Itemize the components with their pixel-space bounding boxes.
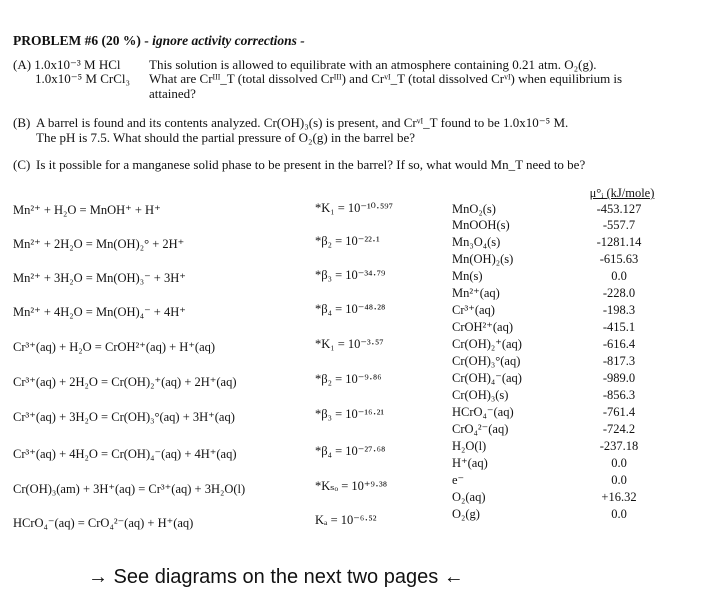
reaction-k: *β₄ = 10⁻²⁷·⁶⁸ [315, 444, 386, 458]
reaction-k: *β₃ = 10⁻³⁴·⁷⁹ [315, 268, 386, 282]
part-a-line-1: This solution is allowed to equilibrate with an atmosphere containing 0.21 atm. O₂(g). [149, 57, 597, 72]
thermo-value: -615.63 [599, 252, 639, 266]
problem-title-note: ignore activity corrections - [152, 33, 305, 48]
thermo-value: 0.0 [611, 456, 627, 470]
thermo-species: Cr(OH)₂⁺(aq) [452, 337, 522, 351]
reaction-eq: Cr³⁺(aq) + H₂O = CrOH²⁺(aq) + H⁺(aq) [13, 340, 216, 354]
thermo-value: -989.0 [602, 371, 636, 385]
thermo-value: -856.3 [602, 388, 636, 402]
thermo-value: 0.0 [611, 473, 627, 487]
thermo-species: Mn(s) [452, 269, 483, 283]
part-b-line-1: A barrel is found and its contents analyzed. Cr(OH)₃(s) is present, and Crᵛᴵ_T found to be 1.0x10⁻⁵ M. [36, 115, 569, 130]
thermo-species: Mn₃O₄(s) [452, 235, 501, 249]
part-a-line-3: attained? [149, 86, 196, 101]
reaction-eq: Mn²⁺ + H₂O = MnOH⁺ + H⁺ [13, 203, 161, 217]
thermo-value: -616.4 [602, 337, 636, 351]
thermo-species: Mn²⁺(aq) [452, 286, 500, 300]
thermo-species: Cr(OH)₃°(aq) [452, 354, 521, 368]
thermo-species: MnO₂(s) [452, 202, 496, 216]
reaction-k: *β₃ = 10⁻¹⁶·²¹ [315, 407, 385, 421]
reaction-k: *β₄ = 10⁻⁴⁸·²⁸ [315, 302, 386, 316]
thermo-header: μ°ᵢ (kJ/mole) [589, 186, 655, 200]
reaction-k: *β₂ = 10⁻²²·¹ [315, 234, 380, 248]
part-a-condition-1: 1.0x10⁻³ M HCl [34, 57, 121, 72]
problem-title-main: PROBLEM #6 (20 %) - [13, 33, 153, 48]
part-b-label: (B) [13, 115, 31, 130]
reaction-k: Kₐ = 10⁻⁶·⁵² [315, 513, 377, 527]
reaction-eq: Cr(OH)₃(am) + 3H⁺(aq) = Cr³⁺(aq) + 3H₂O(l) [13, 482, 246, 496]
thermo-species: MnOOH(s) [452, 218, 510, 232]
reaction-k: *K₁ = 10⁻³·⁵⁷ [315, 337, 384, 351]
part-c-line-1: Is it possible for a manganese solid phase to be present in the barrel? If so, what would Mn_T need to be? [36, 157, 586, 172]
thermo-species: O₂(aq) [452, 490, 486, 504]
part-a-letter: (A) [13, 57, 32, 72]
thermo-species: O₂(g) [452, 507, 480, 521]
thermo-species: CrOH²⁺(aq) [452, 320, 514, 334]
problem-title [13, 33, 305, 48]
reaction-eq: Mn²⁺ + 3H₂O = Mn(OH)₃⁻ + 3H⁺ [13, 271, 186, 285]
thermo-value: -557.7 [602, 218, 636, 232]
thermo-value: +16.32 [601, 490, 637, 504]
part-a-line-2: What are Crᴵᴵᴵ_T (total dissolved Crᴵᴵᴵ) and Crᵛᴵ_T (total dissolved Crᵛᴵ) when equilibrium is [149, 71, 623, 86]
thermo-species: H⁺(aq) [452, 456, 488, 470]
thermo-value: -415.1 [602, 320, 636, 334]
thermo-species: CrO₄²⁻(aq) [452, 422, 509, 436]
thermo-value: -453.127 [596, 202, 642, 216]
reaction-k: *β₂ = 10⁻⁹·⁸⁶ [315, 372, 382, 386]
thermo-value: -228.0 [602, 286, 636, 300]
thermo-species: HCrO₄⁻(aq) [452, 405, 514, 419]
reaction-eq: Mn²⁺ + 2H₂O = Mn(OH)₂° + 2H⁺ [13, 237, 185, 251]
thermo-value: -237.18 [599, 439, 639, 453]
part-a-condition-2: 1.0x10⁻⁵ M CrCl₃ [35, 71, 131, 86]
part-b-line-2: The pH is 7.5. What should the partial pressure of O₂(g) in the barrel be? [36, 130, 416, 145]
thermo-value: -817.3 [602, 354, 636, 368]
part-c-label: (C) [13, 157, 31, 172]
thermo-value: 0.0 [611, 507, 627, 521]
reaction-eq: Cr³⁺(aq) + 4H₂O = Cr(OH)₄⁻(aq) + 4H⁺(aq) [13, 447, 237, 461]
thermo-species: Cr(OH)₃(s) [452, 388, 509, 402]
reaction-eq: HCrO₄⁻(aq) = CrO₄²⁻(aq) + H⁺(aq) [13, 516, 194, 530]
thermo-species: H₂O(l) [452, 439, 487, 453]
thermo-species: e⁻ [452, 473, 465, 487]
see-diagrams-note: → See diagrams on the next two pages ← [88, 566, 464, 588]
thermo-value: -198.3 [602, 303, 636, 317]
thermo-species: Mn(OH)₂(s) [452, 252, 514, 266]
reaction-k: *K₁ = 10⁻¹⁰·⁵⁹⁷ [315, 201, 394, 215]
reaction-eq: Cr³⁺(aq) + 3H₂O = Cr(OH)₃°(aq) + 3H⁺(aq) [13, 410, 235, 424]
thermo-value: -724.2 [602, 422, 636, 436]
reaction-k: *Kₛₒ = 10⁺⁹·³⁸ [315, 479, 388, 493]
thermo-species: Cr³⁺(aq) [452, 303, 495, 317]
thermo-value: -1281.14 [596, 235, 642, 249]
thermo-species: Cr(OH)₄⁻(aq) [452, 371, 522, 385]
thermo-value: 0.0 [611, 269, 627, 283]
reaction-eq: Cr³⁺(aq) + 2H₂O = Cr(OH)₂⁺(aq) + 2H⁺(aq) [13, 375, 237, 389]
part-a-label [13, 57, 121, 72]
reaction-eq: Mn²⁺ + 4H₂O = Mn(OH)₄⁻ + 4H⁺ [13, 305, 186, 319]
thermo-value: -761.4 [602, 405, 636, 419]
